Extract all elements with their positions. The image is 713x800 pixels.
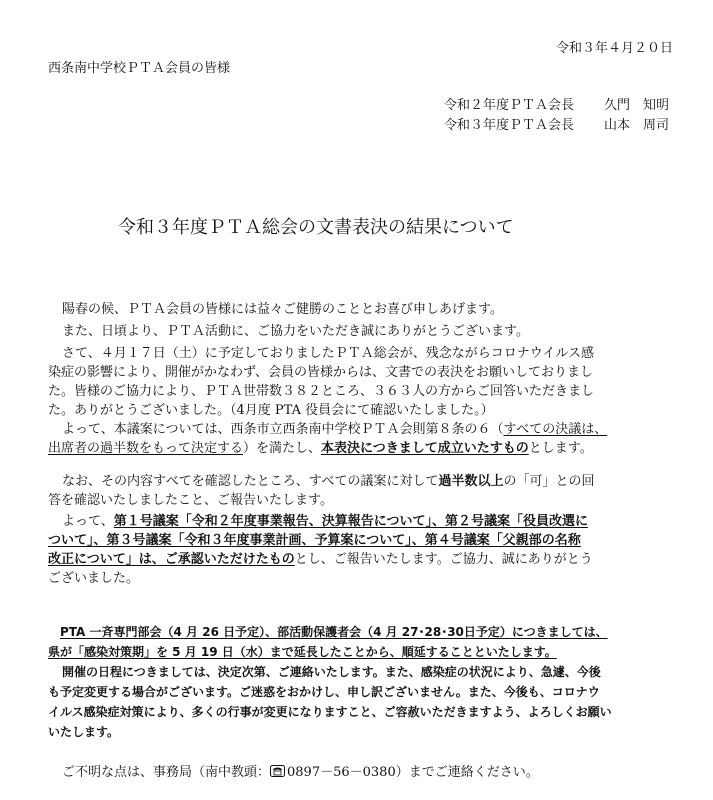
approval-text-end: とし、ご報告いたします。ご協力、誠にありがとう	[294, 552, 593, 567]
paragraph-result-line-1: さて、４月１７日（土）に予定しておりましたＰＴＡ総会が、残念ながらコロナウイルス感	[62, 346, 594, 361]
notice-line-4: も予定変更する場合がございます。ご迷惑をおかけし、申し訳ございません。また、今後も、コロナウ	[48, 685, 600, 699]
contact-line	[62, 764, 539, 782]
notice-line-1: PTA 一斉専門部会（4 月 26 日予定）、部活動保護者会（4 月 27･28･30日予定）につきましては、	[60, 625, 608, 639]
paragraph-result-line-3: た。皆様のご協力により、ＰＴＡ世帯数３８２ところ、３６３人の方からご回答いただきまし	[48, 384, 595, 399]
notice-line-2: 県が「感染対策期」を 5 月 19 日（水）まで延長したことから、順延することといたします。	[48, 645, 557, 659]
approval-text: よって、	[62, 514, 114, 529]
paragraph-vote-line-2: 答を確認いたしましたこと、ご報告いたします。	[48, 493, 333, 508]
contact-phone-number: 0897－56－0380	[287, 765, 396, 780]
rule-quote-end: 出席者の過半数をもって決定する	[48, 441, 244, 456]
vote-text: なお、その内容すべてを確認したところ、すべての議案に対して	[62, 474, 439, 489]
notice-line-3: 開催の日程につきましては、決定次第、ご連絡いたします。また、感染症の状況により、急遽、今後	[62, 665, 601, 679]
notice-line-6: いたします。	[48, 725, 120, 739]
paragraph-vote-line-1	[62, 473, 595, 491]
document-date: 令和３年４月２０日	[555, 41, 673, 56]
vote-text-end: の「可」との回	[503, 474, 595, 489]
paragraph-result-line-4: た。ありがとうございました。（4月度 PTA 役員会にて確認いたしました。）	[48, 403, 494, 418]
document-title: 令和３年度ＰＴＡ総会の文書表決の結果について	[118, 217, 514, 238]
paragraph-approval-line-3	[48, 551, 593, 569]
rule-text: よって、本議案については、西条市立西条南中学校ＰＴＡ会則第８条の６（	[62, 422, 504, 437]
paragraph-approval-line-2: ついて」、第３号議案「令和３年度事業計画、予算案について」、第４号議案「父親部の名称	[48, 533, 581, 548]
contact-prefix: ご不明な点は、事務局（南中教頭：	[62, 765, 271, 780]
contact-suffix: ）までご連絡ください。	[395, 765, 539, 780]
paragraph-rule-line-1	[62, 421, 607, 439]
sender-2-name: 山本 周司	[604, 118, 670, 133]
addressee: 西条南中学校ＰＴＡ会員の皆様	[48, 61, 231, 76]
sender-1-name: 久門 知明	[604, 98, 670, 113]
rule-text-mid: ）を満たし、	[243, 441, 322, 456]
vote-majority: 過半数以上	[438, 474, 504, 489]
rule-text-end: とします。	[528, 441, 593, 456]
paragraph-approval-line-1	[62, 513, 588, 531]
rule-quote-start: すべての決議は、	[503, 422, 608, 437]
paragraph-greeting: 陽春の候、ＰＴＡ会員の皆様には益々ご健勝のこととお喜び申しあげます。	[62, 302, 503, 317]
paragraph-thanks: また、日頃より、ＰＴＡ活動に、ご協力をいただき誠にありがとうございます。	[62, 324, 529, 339]
paragraph-result-line-2: 染症の影響により、開催がかなわず、会員の皆様からは、文書での表決をお願いしておりまし	[48, 365, 593, 380]
approval-agenda-end: 改正について」は、ご承認いただけたもの	[48, 552, 295, 567]
approval-agenda-1: 第１号議案「令和２年度事業報告、決算報告について」、第２号議案「役員改選に	[113, 514, 588, 529]
rule-conclusion: 本表決につきまして成立いたすもの	[321, 441, 529, 456]
paragraph-rule-line-2	[48, 440, 593, 458]
sender-1-role: 令和２年度ＰＴＡ会長	[444, 98, 575, 113]
paragraph-approval-line-4: ございました。	[48, 571, 140, 586]
notice-line-5: イルス感染症対策により、多くの行事が変更になりますこと、ご容赦いただきますよう、よろしくお願い	[48, 705, 612, 719]
telephone-icon	[270, 765, 285, 777]
sender-2-role: 令和３年度ＰＴＡ会長	[444, 118, 575, 133]
